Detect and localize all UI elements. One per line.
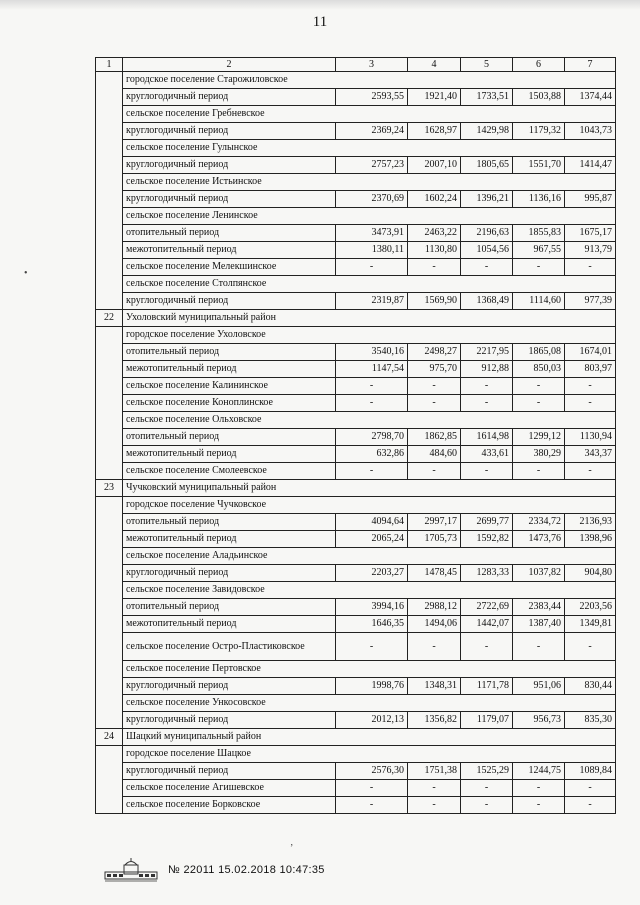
table-row [96, 157, 616, 174]
value-cell: - [461, 797, 513, 814]
period-label: межотопительный период [123, 446, 336, 463]
value-cell: 1348,31 [408, 678, 461, 695]
value-cell: 2217,95 [461, 344, 513, 361]
value-cell: 1374,44 [565, 89, 616, 106]
table-row [96, 678, 616, 695]
settlement-name: городское поселение Ухоловское [123, 327, 616, 344]
number-cell-empty [96, 678, 123, 695]
settlement-row [96, 746, 616, 763]
number-cell-empty [96, 174, 123, 191]
value-cell: 2196,63 [461, 225, 513, 242]
number-cell-empty [96, 191, 123, 208]
settlement-row [96, 412, 616, 429]
number-cell-empty [96, 259, 123, 276]
table-row [96, 344, 616, 361]
table-row [96, 599, 616, 616]
period-label: сельское поселение Калининское [123, 378, 336, 395]
value-cell: 2997,17 [408, 514, 461, 531]
table-row [96, 191, 616, 208]
value-cell: 803,97 [565, 361, 616, 378]
value-cell: 2370,69 [336, 191, 408, 208]
value-cell: 2576,30 [336, 763, 408, 780]
period-label: межотопительный период [123, 531, 336, 548]
district-number: 22 [96, 310, 123, 327]
number-cell-empty [96, 616, 123, 633]
column-header: 2 [123, 58, 336, 72]
value-cell: 2593,55 [336, 89, 408, 106]
settlement-row [96, 548, 616, 565]
number-cell-empty [96, 565, 123, 582]
value-cell: 2798,70 [336, 429, 408, 446]
value-cell: 2498,27 [408, 344, 461, 361]
value-cell: - [565, 378, 616, 395]
period-label: круглогодичный период [123, 89, 336, 106]
number-cell-empty [96, 361, 123, 378]
district-name: Шацкий муниципальный район [123, 729, 616, 746]
value-cell: 2319,87 [336, 293, 408, 310]
district-name: Чучковский муниципальный район [123, 480, 616, 497]
number-cell-empty [96, 157, 123, 174]
period-label: отопительный период [123, 599, 336, 616]
value-cell: 1147,54 [336, 361, 408, 378]
value-cell: 2463,22 [408, 225, 461, 242]
settlement-name: сельское поселение Ольховское [123, 412, 616, 429]
value-cell: - [513, 463, 565, 480]
period-label: круглогодичный период [123, 293, 336, 310]
value-cell: 433,61 [461, 446, 513, 463]
column-header: 1 [96, 58, 123, 72]
number-cell-empty [96, 293, 123, 310]
settlement-row [96, 276, 616, 293]
value-cell: 1136,16 [513, 191, 565, 208]
period-label: сельское поселение Остро-Пластиковское [123, 633, 336, 661]
column-header: 3 [336, 58, 408, 72]
value-cell: 1398,96 [565, 531, 616, 548]
value-cell: 1733,51 [461, 89, 513, 106]
period-label: сельское поселение Мелекшинское [123, 259, 336, 276]
value-cell: 1751,38 [408, 763, 461, 780]
value-cell: 1130,94 [565, 429, 616, 446]
settlement-row [96, 695, 616, 712]
number-cell-empty [96, 531, 123, 548]
period-label: отопительный период [123, 429, 336, 446]
scan-speck: ʼ [290, 843, 294, 854]
value-cell: 967,55 [513, 242, 565, 259]
value-cell: 3540,16 [336, 344, 408, 361]
value-cell: 2012,13 [336, 712, 408, 729]
value-cell: - [513, 780, 565, 797]
number-cell-empty [96, 763, 123, 780]
column-header: 5 [461, 58, 513, 72]
settlement-name: сельское поселение Ункосовское [123, 695, 616, 712]
value-cell: 1380,11 [336, 242, 408, 259]
value-cell: 1283,33 [461, 565, 513, 582]
value-cell: - [336, 780, 408, 797]
value-cell: 850,03 [513, 361, 565, 378]
value-cell: 484,60 [408, 446, 461, 463]
settlement-name: сельское поселение Столпянское [123, 276, 616, 293]
value-cell: 913,79 [565, 242, 616, 259]
page-number: 11 [312, 14, 328, 30]
settlement-row [96, 497, 616, 514]
value-cell: 1494,06 [408, 616, 461, 633]
value-cell: - [565, 780, 616, 797]
number-cell-empty [96, 548, 123, 565]
period-label: круглогодичный период [123, 565, 336, 582]
number-cell-empty [96, 599, 123, 616]
number-cell-empty [96, 123, 123, 140]
value-cell: 1503,88 [513, 89, 565, 106]
settlement-row [96, 174, 616, 191]
value-cell: - [408, 259, 461, 276]
settlement-name: сельское поселение Гребневское [123, 106, 616, 123]
table-row [96, 225, 616, 242]
value-cell: - [336, 259, 408, 276]
number-cell-empty [96, 463, 123, 480]
settlement-row [96, 208, 616, 225]
period-label: круглогодичный период [123, 157, 336, 174]
value-cell: 1646,35 [336, 616, 408, 633]
value-cell: - [565, 395, 616, 412]
number-cell-empty [96, 140, 123, 157]
value-cell: 1054,56 [461, 242, 513, 259]
value-cell: 1396,21 [461, 191, 513, 208]
government-building-icon [104, 858, 158, 882]
number-cell-empty [96, 378, 123, 395]
value-cell: 1429,98 [461, 123, 513, 140]
number-cell-empty [96, 797, 123, 814]
number-cell-empty [96, 106, 123, 123]
tariff-table [95, 57, 616, 814]
value-cell: - [461, 633, 513, 661]
district-number: 23 [96, 480, 123, 497]
table-row [96, 565, 616, 582]
scan-speck: • [24, 268, 28, 279]
stamp-registration: № 22011 15.02.2018 10:47:35 [168, 864, 325, 876]
period-label: круглогодичный период [123, 191, 336, 208]
value-cell: - [565, 633, 616, 661]
value-cell: 904,80 [565, 565, 616, 582]
value-cell: 1368,49 [461, 293, 513, 310]
value-cell: 1602,24 [408, 191, 461, 208]
table-row [96, 633, 616, 661]
value-cell: 343,37 [565, 446, 616, 463]
table-row [96, 531, 616, 548]
value-cell: 1855,83 [513, 225, 565, 242]
value-cell: 1037,82 [513, 565, 565, 582]
value-cell: 2757,23 [336, 157, 408, 174]
settlement-row [96, 106, 616, 123]
value-cell: 1569,90 [408, 293, 461, 310]
value-cell: - [336, 463, 408, 480]
value-cell: 1525,29 [461, 763, 513, 780]
value-cell: 1349,81 [565, 616, 616, 633]
value-cell: 1179,07 [461, 712, 513, 729]
value-cell: 1179,32 [513, 123, 565, 140]
value-cell: 1114,60 [513, 293, 565, 310]
period-label: сельское поселение Смолеевское [123, 463, 336, 480]
value-cell: 1478,45 [408, 565, 461, 582]
table-row [96, 378, 616, 395]
value-cell: 1998,76 [336, 678, 408, 695]
table-row [96, 780, 616, 797]
period-label: круглогодичный период [123, 763, 336, 780]
scan-edge-shadow [0, 0, 640, 10]
settlement-name: сельское поселение Ленинское [123, 208, 616, 225]
settlement-row [96, 72, 616, 89]
value-cell: - [408, 463, 461, 480]
value-cell: 1675,17 [565, 225, 616, 242]
value-cell: - [408, 378, 461, 395]
value-cell: 951,06 [513, 678, 565, 695]
value-cell: - [513, 259, 565, 276]
settlement-name: городское поселение Чучковское [123, 497, 616, 514]
value-cell: 2136,93 [565, 514, 616, 531]
number-cell-empty [96, 661, 123, 678]
district-row [96, 310, 616, 327]
number-cell-empty [96, 514, 123, 531]
value-cell: - [408, 780, 461, 797]
number-cell-empty [96, 395, 123, 412]
header-row [96, 58, 616, 72]
value-cell: 956,73 [513, 712, 565, 729]
value-cell: - [513, 633, 565, 661]
number-cell-empty [96, 780, 123, 797]
value-cell: - [461, 463, 513, 480]
value-cell: 1805,65 [461, 157, 513, 174]
value-cell: - [336, 395, 408, 412]
value-cell: - [461, 395, 513, 412]
value-cell: 1674,01 [565, 344, 616, 361]
table-row [96, 797, 616, 814]
value-cell: 2988,12 [408, 599, 461, 616]
period-label: отопительный период [123, 344, 336, 361]
settlement-row [96, 140, 616, 157]
period-label: сельское поселение Агишевское [123, 780, 336, 797]
period-label: круглогодичный период [123, 123, 336, 140]
number-cell-empty [96, 695, 123, 712]
period-label: сельское поселение Борковское [123, 797, 336, 814]
settlement-name: сельское поселение Пертовское [123, 661, 616, 678]
period-label: межотопительный период [123, 361, 336, 378]
value-cell: - [408, 395, 461, 412]
number-cell-empty [96, 429, 123, 446]
value-cell: 1865,08 [513, 344, 565, 361]
district-number: 24 [96, 729, 123, 746]
value-cell: 1614,98 [461, 429, 513, 446]
value-cell: 1592,82 [461, 531, 513, 548]
value-cell: 977,39 [565, 293, 616, 310]
period-label: межотопительный период [123, 242, 336, 259]
table-row [96, 429, 616, 446]
number-cell-empty [96, 242, 123, 259]
value-cell: 1356,82 [408, 712, 461, 729]
value-cell: - [565, 797, 616, 814]
value-cell: 995,87 [565, 191, 616, 208]
value-cell: 380,29 [513, 446, 565, 463]
value-cell: 2203,27 [336, 565, 408, 582]
number-cell-empty [96, 276, 123, 293]
table-row [96, 446, 616, 463]
settlement-name: сельское поселение Аладьинское [123, 548, 616, 565]
value-cell: 1299,12 [513, 429, 565, 446]
table-row [96, 89, 616, 106]
number-cell-empty [96, 746, 123, 763]
number-cell-empty [96, 633, 123, 661]
settlement-name: сельское поселение Завидовское [123, 582, 616, 599]
value-cell: - [513, 378, 565, 395]
number-cell-empty [96, 344, 123, 361]
value-cell: 975,70 [408, 361, 461, 378]
value-cell: - [336, 378, 408, 395]
table-row [96, 242, 616, 259]
value-cell: - [408, 633, 461, 661]
value-cell: - [336, 797, 408, 814]
table-row [96, 463, 616, 480]
document-stamp [104, 857, 325, 883]
period-label: сельское поселение Коноплинское [123, 395, 336, 412]
settlement-row [96, 327, 616, 344]
value-cell: 3994,16 [336, 599, 408, 616]
settlement-row [96, 582, 616, 599]
value-cell: 2007,10 [408, 157, 461, 174]
period-label: отопительный период [123, 514, 336, 531]
value-cell: 912,88 [461, 361, 513, 378]
table-row [96, 763, 616, 780]
value-cell: 3473,91 [336, 225, 408, 242]
value-cell: 1244,75 [513, 763, 565, 780]
table-row [96, 259, 616, 276]
number-cell-empty [96, 72, 123, 89]
value-cell: 1387,40 [513, 616, 565, 633]
value-cell: 1862,85 [408, 429, 461, 446]
value-cell: 2722,69 [461, 599, 513, 616]
value-cell: 4094,64 [336, 514, 408, 531]
number-cell-empty [96, 412, 123, 429]
value-cell: 2065,24 [336, 531, 408, 548]
settlement-name: сельское поселение Гулынское [123, 140, 616, 157]
table-row [96, 361, 616, 378]
column-header: 7 [565, 58, 616, 72]
number-cell-empty [96, 225, 123, 242]
value-cell: 1473,76 [513, 531, 565, 548]
value-cell: 2699,77 [461, 514, 513, 531]
value-cell: 1442,07 [461, 616, 513, 633]
period-label: отопительный период [123, 225, 336, 242]
column-header: 6 [513, 58, 565, 72]
value-cell: - [461, 378, 513, 395]
value-cell: 835,30 [565, 712, 616, 729]
value-cell: 2383,44 [513, 599, 565, 616]
table-row [96, 712, 616, 729]
settlement-name: сельское поселение Истьинское [123, 174, 616, 191]
value-cell: 830,44 [565, 678, 616, 695]
value-cell: 1171,78 [461, 678, 513, 695]
district-name: Ухоловский муниципальный район [123, 310, 616, 327]
value-cell: 2203,56 [565, 599, 616, 616]
value-cell: - [461, 259, 513, 276]
number-cell-empty [96, 446, 123, 463]
column-header: 4 [408, 58, 461, 72]
value-cell: - [513, 395, 565, 412]
table-row [96, 514, 616, 531]
number-cell-empty [96, 497, 123, 514]
number-cell-empty [96, 327, 123, 344]
table-row [96, 293, 616, 310]
period-label: круглогодичный период [123, 678, 336, 695]
value-cell: 1414,47 [565, 157, 616, 174]
value-cell: 1130,80 [408, 242, 461, 259]
table-row [96, 123, 616, 140]
district-row [96, 480, 616, 497]
value-cell: - [565, 463, 616, 480]
number-cell-empty [96, 208, 123, 225]
value-cell: 1043,73 [565, 123, 616, 140]
value-cell: - [461, 780, 513, 797]
table-row [96, 395, 616, 412]
settlement-row [96, 661, 616, 678]
value-cell: - [565, 259, 616, 276]
value-cell: - [408, 797, 461, 814]
district-row [96, 729, 616, 746]
number-cell-empty [96, 89, 123, 106]
table-row [96, 616, 616, 633]
value-cell: 1921,40 [408, 89, 461, 106]
settlement-name: городское поселение Старожиловское [123, 72, 616, 89]
value-cell: - [513, 797, 565, 814]
value-cell: 1551,70 [513, 157, 565, 174]
value-cell: 2334,72 [513, 514, 565, 531]
settlement-name: городское поселение Шацкое [123, 746, 616, 763]
value-cell: 1705,73 [408, 531, 461, 548]
value-cell: 632,86 [336, 446, 408, 463]
number-cell-empty [96, 712, 123, 729]
number-cell-empty [96, 582, 123, 599]
value-cell: 2369,24 [336, 123, 408, 140]
value-cell: 1628,97 [408, 123, 461, 140]
period-label: круглогодичный период [123, 712, 336, 729]
value-cell: - [336, 633, 408, 661]
period-label: межотопительный период [123, 616, 336, 633]
value-cell: 1089,84 [565, 763, 616, 780]
